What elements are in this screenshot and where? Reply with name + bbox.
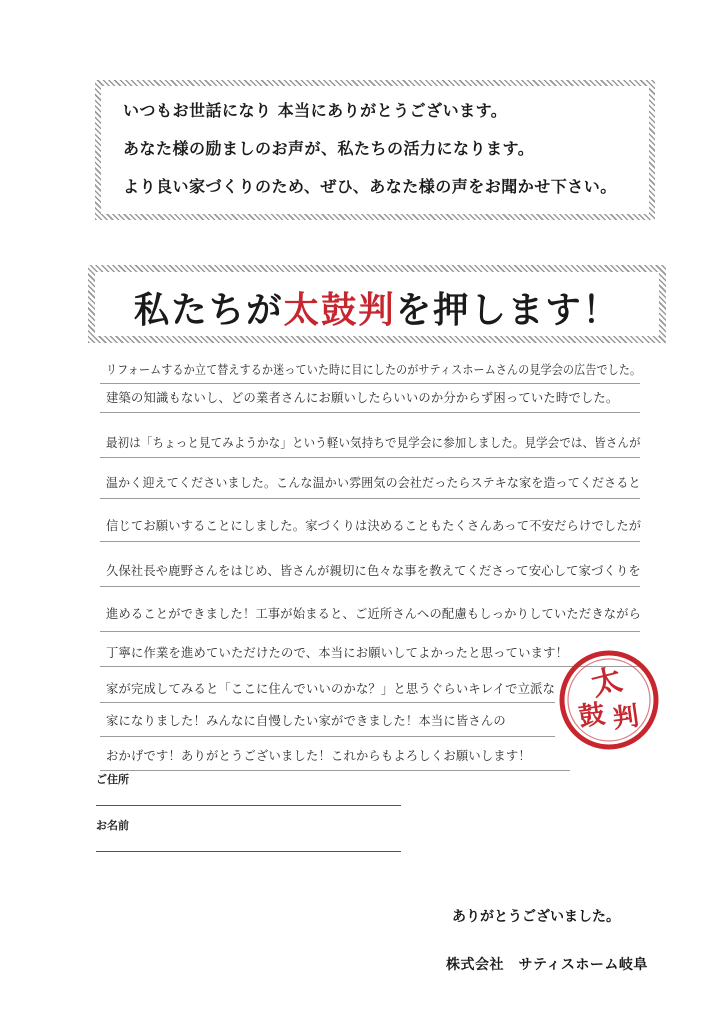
svg-text:判: 判 [610, 701, 641, 735]
closing-thanks: ありがとうございました。 [452, 909, 620, 925]
title-after: を押します！ [395, 290, 621, 331]
address-field-line [96, 805, 401, 806]
ruled-line [100, 412, 640, 413]
testimonial-line-11: おかげです！ありがとうございました！これからもよろしくお願いします！ [106, 749, 531, 763]
ruled-line [100, 702, 555, 703]
page-title [100, 282, 655, 333]
ruled-line [100, 631, 640, 632]
ruled-line [100, 541, 640, 542]
ruled-line [100, 457, 640, 458]
title-accent: 太鼓判 [283, 290, 396, 331]
testimonial-line-2: 建築の知識もないし、どの業者さんにお願いしたらいいのか分からず困っていた時でした。 [106, 391, 619, 405]
svg-text:鼓: 鼓 [576, 699, 607, 733]
name-label: お名前 [96, 819, 129, 832]
intro-line-1: いつもお世話になり 本当にありがとうございます。 [123, 101, 508, 120]
ruled-line [100, 383, 640, 384]
testimonial-line-6: 久保社長や鹿野さんをはじめ、皆さんが親切に色々な事を教えてくださって安心して家づくりを [106, 564, 641, 578]
title-before: 私たちが [133, 290, 284, 331]
testimonial-line-8: 丁寧に作業を進めていただけたので、本当にお願いしてよかったと思っています！ [106, 646, 569, 660]
ruled-line [100, 736, 555, 737]
name-field-line [96, 851, 401, 852]
title-banner [88, 265, 666, 343]
ruled-line [100, 586, 640, 587]
intro-message-box [95, 80, 655, 220]
svg-text:太: 太 [587, 662, 626, 704]
testimonial-line-3: 最初は「ちょっと見てみようかな」という軽い気持ちで見学会に参加しました。見学会では、皆さんが [106, 436, 641, 450]
testimonial-line-5: 信じてお願いすることにしました。家づくりは決めることもたくさんあって不安だらけでしたが [106, 519, 642, 533]
intro-line-2: あなた様の励ましのお声が、私たちの活力になります。 [123, 139, 535, 158]
testimonial-line-7: 進めることができました！工事が始まると、ご近所さんへの配慮もしっかりしていただきながら [106, 607, 642, 621]
intro-line-3: より良い家づくりのため、ぜひ、あなた様の声をお聞かせ下さい。 [123, 177, 617, 196]
company-name: 株式会社 サティスホーム岐阜 [446, 957, 648, 973]
testimonial-line-4: 温かく迎えてくださいました。こんな温かい雰囲気の会社だったらステキな家を造ってくださると [106, 476, 641, 490]
ruled-line [100, 770, 570, 771]
testimonial-line-10: 家になりました！みんなに自慢したい家ができました！本当に皆さんの [106, 714, 506, 728]
testimonial-line-9: 家が完成してみると「ここに住んでいいのかな？」と思うぐらいキレイで立派な [106, 682, 556, 696]
ruled-line [100, 498, 640, 499]
address-label: ご住所 [96, 773, 129, 786]
taikoban-seal-icon [557, 648, 661, 752]
testimonial-line-1: リフォームするか立て替えするか迷っていた時に目にしたのがサティスホームさんの見学会の広告でした。 [106, 363, 642, 377]
